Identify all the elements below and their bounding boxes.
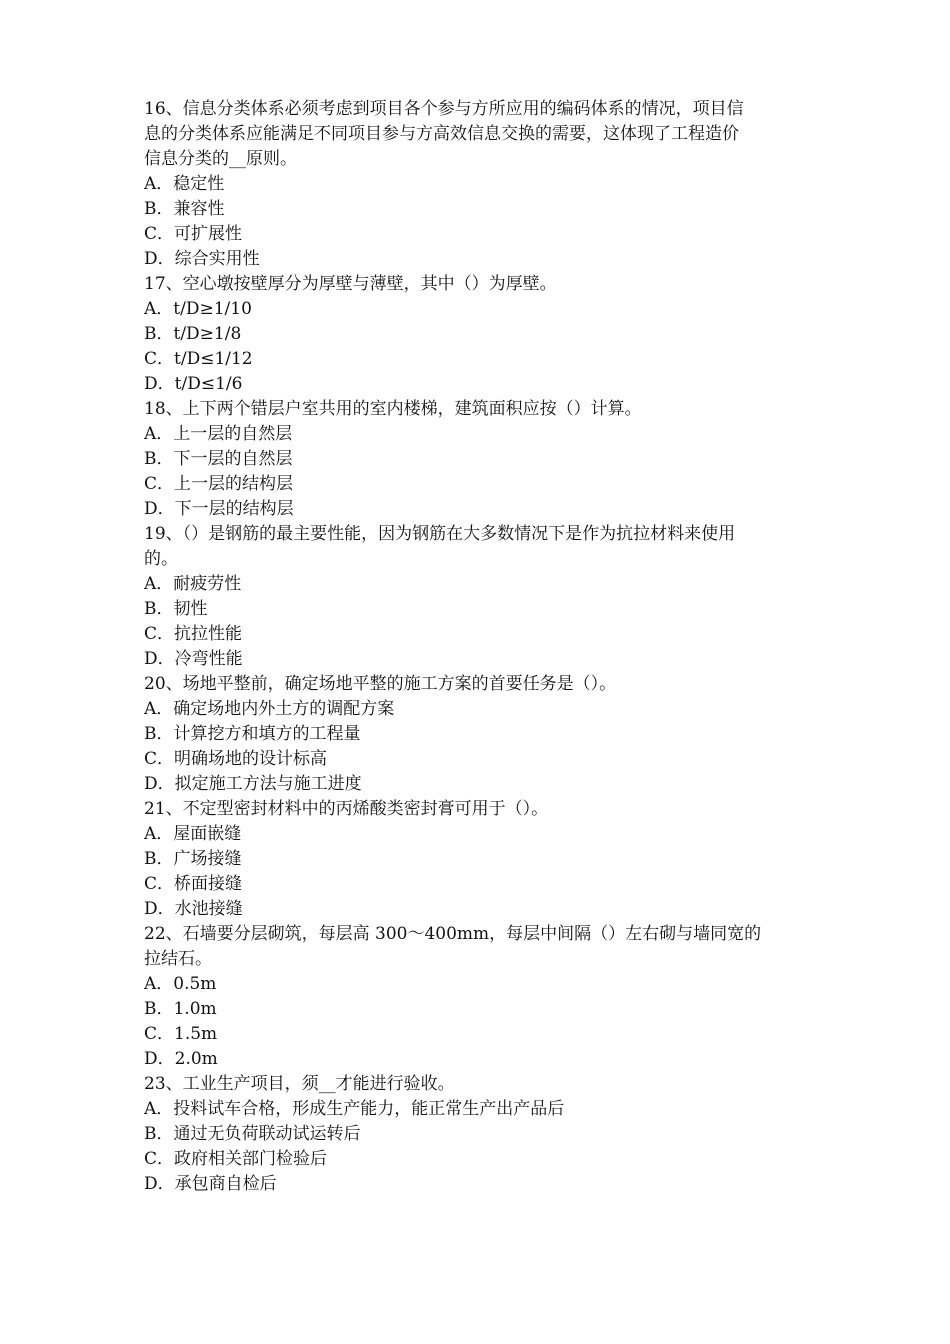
option-b: B．通过无负荷联动试运转后 (144, 1124, 361, 1144)
option-b: B．计算挖方和填方的工程量 (144, 724, 361, 744)
option-c: C．上一层的结构层 (144, 474, 294, 494)
option-b: B．下一层的自然层 (144, 449, 293, 469)
option-a: A．上一层的自然层 (144, 424, 293, 444)
question-21 (144, 797, 812, 922)
option-c: C．t/D≤1/12 (144, 349, 253, 369)
question-19 (144, 522, 812, 672)
question-stem-line: 的。 (144, 549, 178, 569)
question-17 (144, 272, 812, 397)
question-23 (144, 1072, 812, 1197)
question-stem-line: 18、上下两个错层户室共用的室内楼梯，建筑面积应按（）计算。 (144, 399, 642, 419)
question-stem-line: 19、（）是钢筋的最主要性能，因为钢筋在大多数情况下是作为抗拉材料来使用 (144, 524, 736, 544)
option-d: D．承包商自检后 (144, 1174, 277, 1194)
question-16 (144, 97, 812, 272)
option-c: C．政府相关部门检验后 (144, 1149, 328, 1169)
option-a: A．0.5m (144, 974, 217, 994)
option-b: B．1.0m (144, 999, 217, 1019)
option-b: B．广场接缝 (144, 849, 242, 869)
option-d: D．t/D≤1/6 (144, 374, 243, 394)
question-18 (144, 397, 812, 522)
question-stem-line: 21、不定型密封材料中的丙烯酸类密封膏可用于（）。 (144, 799, 549, 819)
option-a: A．屋面嵌缝 (144, 824, 242, 844)
question-20 (144, 672, 812, 797)
question-stem-line: 息的分类体系应能满足不同项目参与方高效信息交换的需要，这体现了工程造价 (144, 124, 739, 144)
option-c: C．抗拉性能 (144, 624, 243, 644)
option-d: D．拟定施工方法与施工进度 (144, 774, 362, 794)
option-c: C．可扩展性 (144, 224, 243, 244)
option-b: B．韧性 (144, 599, 208, 619)
question-stem-line: 拉结石。 (144, 949, 212, 969)
question-22 (144, 922, 812, 1072)
option-b: B．t/D≥1/8 (144, 324, 242, 344)
option-a: A．耐疲劳性 (144, 574, 242, 594)
option-d: D．下一层的结构层 (144, 499, 294, 519)
option-b: B．兼容性 (144, 199, 225, 219)
document-page (144, 97, 812, 1197)
option-c: C．桥面接缝 (144, 874, 243, 894)
option-a: A．确定场地内外土方的调配方案 (144, 699, 395, 719)
option-a: A．投料试车合格，形成生产能力，能正常生产出产品后 (144, 1099, 565, 1119)
question-stem-line: 20、场地平整前，确定场地平整的施工方案的首要任务是（）。 (144, 674, 617, 694)
option-d: D．水池接缝 (144, 899, 243, 919)
option-d: D．2.0m (144, 1049, 218, 1069)
option-a: A．稳定性 (144, 174, 225, 194)
question-stem-line: 16、信息分类体系必须考虑到项目各个参与方所应用的编码体系的情况，项目信 (144, 99, 744, 119)
question-stem-line: 22、石墙要分层砌筑，每层高 300～400mm，每层中间隔（）左右砌与墙同宽的 (144, 924, 762, 944)
option-c: C．1.5m (144, 1024, 218, 1044)
option-d: D．冷弯性能 (144, 649, 243, 669)
option-c: C．明确场地的设计标高 (144, 749, 328, 769)
option-a: A．t/D≥1/10 (144, 299, 252, 319)
option-d: D．综合实用性 (144, 249, 260, 269)
question-stem-line: 信息分类的__原则。 (144, 149, 297, 169)
question-stem-line: 23、工业生产项目，须__才能进行验收。 (144, 1074, 455, 1094)
question-stem-line: 17、空心墩按壁厚分为厚壁与薄壁，其中（）为厚壁。 (144, 274, 557, 294)
